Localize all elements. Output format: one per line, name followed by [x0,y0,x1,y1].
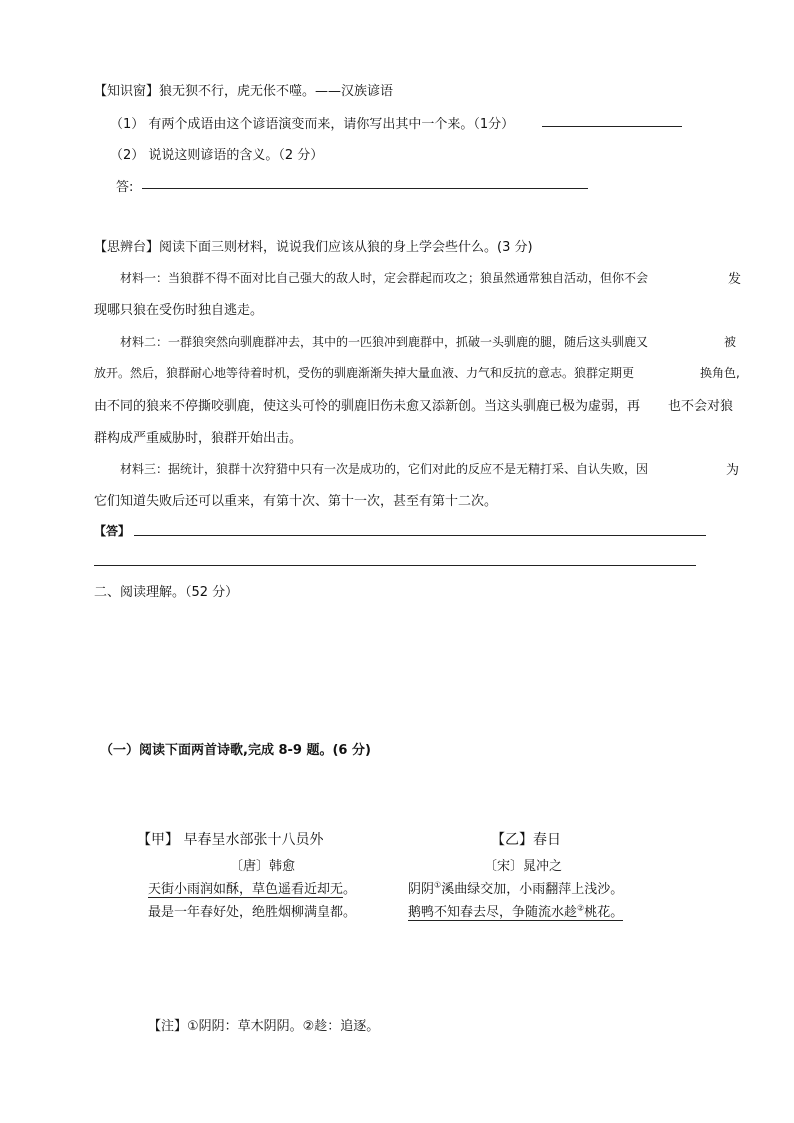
material-3-tail: 为 [726,463,740,478]
poem-jia-author: 〔唐〕韩愈 [230,859,296,874]
poem-yi-author: 〔宋〕晁冲之 [484,859,563,874]
poem-jia-line-1-text: 天街小雨润如酥，草色遥看近却无 [148,882,344,897]
section-2-heading: 二、阅读理解。（52 分） [94,585,239,600]
knowledge-question-2: （2） 说说这则谚语的含义。（2 分） [110,148,324,163]
material-1-line-1: 材料一：当狼群不得不面对比自己强大的敌人时，定会群起而攻之；狼虽然通常独自活动，但你不会 [120,271,649,285]
material-1-tail: 发 [728,272,742,287]
debate-answer-blank-1[interactable] [134,535,706,536]
poem-jia-title: 【甲】 早春呈水部张十八员外 [137,832,324,848]
answer-blank-q1[interactable] [542,126,682,127]
poem-yi-line-1-a: 阴阴 [408,882,435,897]
material-2-line-4: 群构成严重威胁时，狼群开始出击。 [94,431,303,446]
poems-heading: （一）阅读下面两首诗歌,完成 8-9 题。(6 分) [100,743,371,758]
material-2-line-2: 放开。然后，狼群耐心地等待着时机，受伤的驯鹿渐渐失掉大量血液、力气和反抗的意志。狼群定期更 [94,366,635,380]
debate-answer-blank-2[interactable] [94,565,696,566]
debate-heading: 【思辨台】阅读下面三则材料，说说我们应该从狼的身上学会些什么。(3 分) [94,240,533,255]
poem-yi-title: 【乙】春日 [491,832,561,848]
poem-yi-line-2-b: 桃花。 [584,905,624,920]
material-2-tail-3: 也不会对狼 [668,399,734,414]
poems-footnote: 【注】①阴阴：草木阴阴。②趁：追逐。 [148,1019,380,1034]
material-2-line-1: 材料二：一群狼突然向驯鹿群冲去，其中的一匹狼冲到鹿群中，抓破一头驯鹿的腿，随后这头驯鹿又 [120,335,649,349]
footnote-marker-2: ② [577,903,585,913]
material-2-tail-1: 被 [724,335,737,349]
poem-yi-line-2-underlined [408,905,623,921]
poem-yi-line-1-b: 溪曲绿交加，小雨翻萍上浅沙。 [441,882,624,897]
poem-yi-line-2-a: 鹅鸭不知春去尽，争随流水趁 [408,905,578,920]
knowledge-question-1: （1） 有两个成语由这个谚语演变而来，请你写出其中一个来。（1分） [110,117,515,132]
debate-answer-label: 【答】 [94,524,131,538]
poem-yi-line-1 [408,878,623,897]
poem-yi-line-2 [408,901,623,920]
material-2-tail-2: 换角色, [700,366,740,380]
poem-jia-line-1-end: 。 [343,882,357,897]
poem-jia-line-2: 最是一年春好处，绝胜烟柳满皇都。 [148,905,357,920]
material-1-line-2: 现哪只狼在受伤时独自逃走。 [94,303,264,318]
knowledge-heading: 【知识窗】狼无狈不行，虎无伥不噬。——汉族谚语 [94,84,394,99]
material-3-line-2: 它们知道失败后还可以重来，有第十次、第十一次，甚至有第十二次。 [94,494,498,509]
material-2-line-3: 由不同的狼来不停撕咬驯鹿，使这头可怜的驯鹿旧伤未愈又添新创。当这头驯鹿已极为虚弱，再 [94,399,641,414]
answer-blank-q2[interactable] [142,188,588,189]
poem-jia-line-1 [148,878,356,897]
answer-label-q2: 答: [116,180,134,195]
footnote-marker-1: ① [434,880,442,890]
material-3-line-1: 材料三：据统计，狼群十次狩猎中只有一次是成功的，它们对此的反应不是无精打采、自认失败，因 [120,462,649,476]
